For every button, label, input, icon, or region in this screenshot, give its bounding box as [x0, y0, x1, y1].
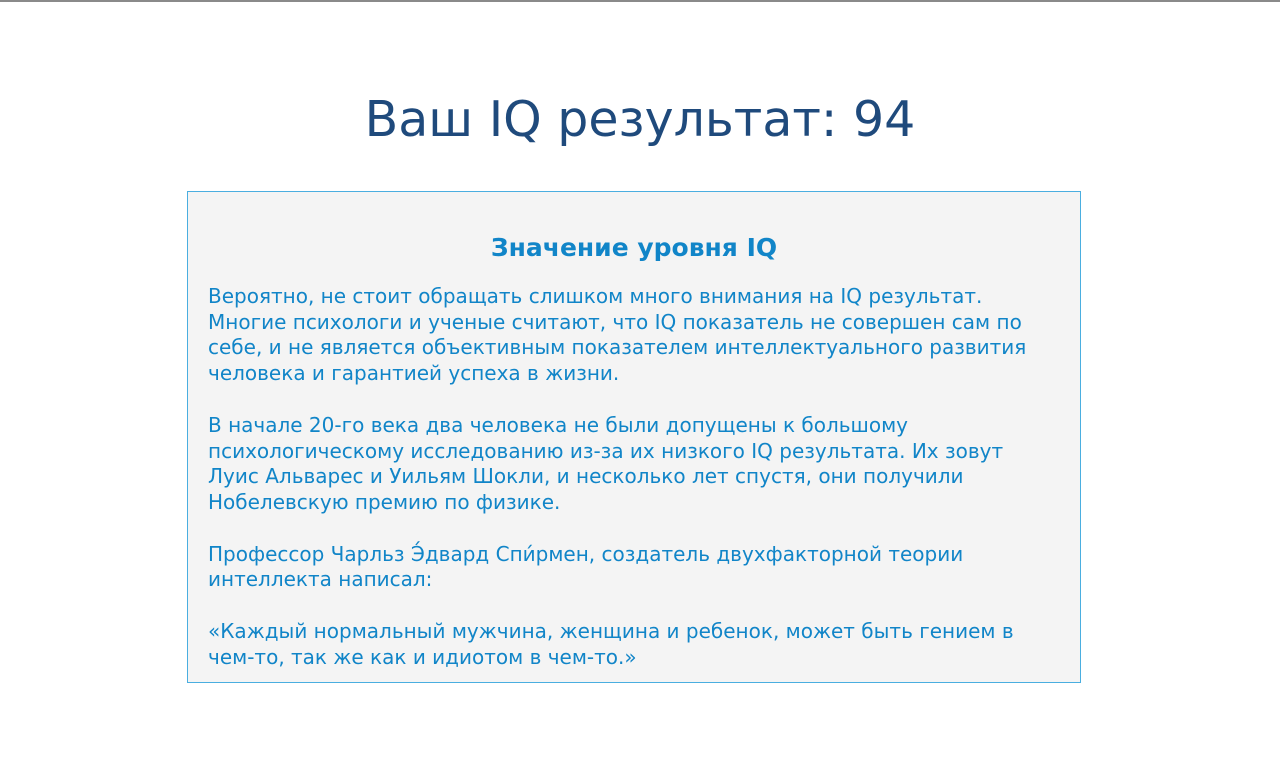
- spearman-quote: «Каждый нормальный мужчина, женщина и ребенок, может быть гением в чем-то, так же как и идиотом в чем-то.»: [208, 619, 1014, 669]
- iq-meaning-heading: Значение уровня IQ: [490, 233, 778, 262]
- paragraph-iq-importance: Вероятно, не стоит обращать слишком много внимания на IQ результат. Многие психологи и ученые считают, что IQ показатель не совершен сам по себе, и не является объективным показателем интеллектуального развития человека и гарантией успеха в жизни.: [208, 284, 1027, 386]
- paragraph-nobel-story: В начале 20-го века два человека не были допущены к большому психологическому исследованию из-за их низкого IQ результата. Их зовут Луис Альварес и Уильям Шокли, и несколько лет спустя, они получили Нобелевскую премию по физике.: [208, 412, 1004, 514]
- top-border-line: [0, 0, 1280, 2]
- iq-meaning-box: [187, 191, 1081, 683]
- iq-result-title: Ваш IQ результат: 94: [364, 91, 916, 148]
- paragraph-spearman-intro: Профессор Чарльз Э́двард Спи́рмен, создатель двухфакторной теории интеллекта написал:: [208, 541, 964, 592]
